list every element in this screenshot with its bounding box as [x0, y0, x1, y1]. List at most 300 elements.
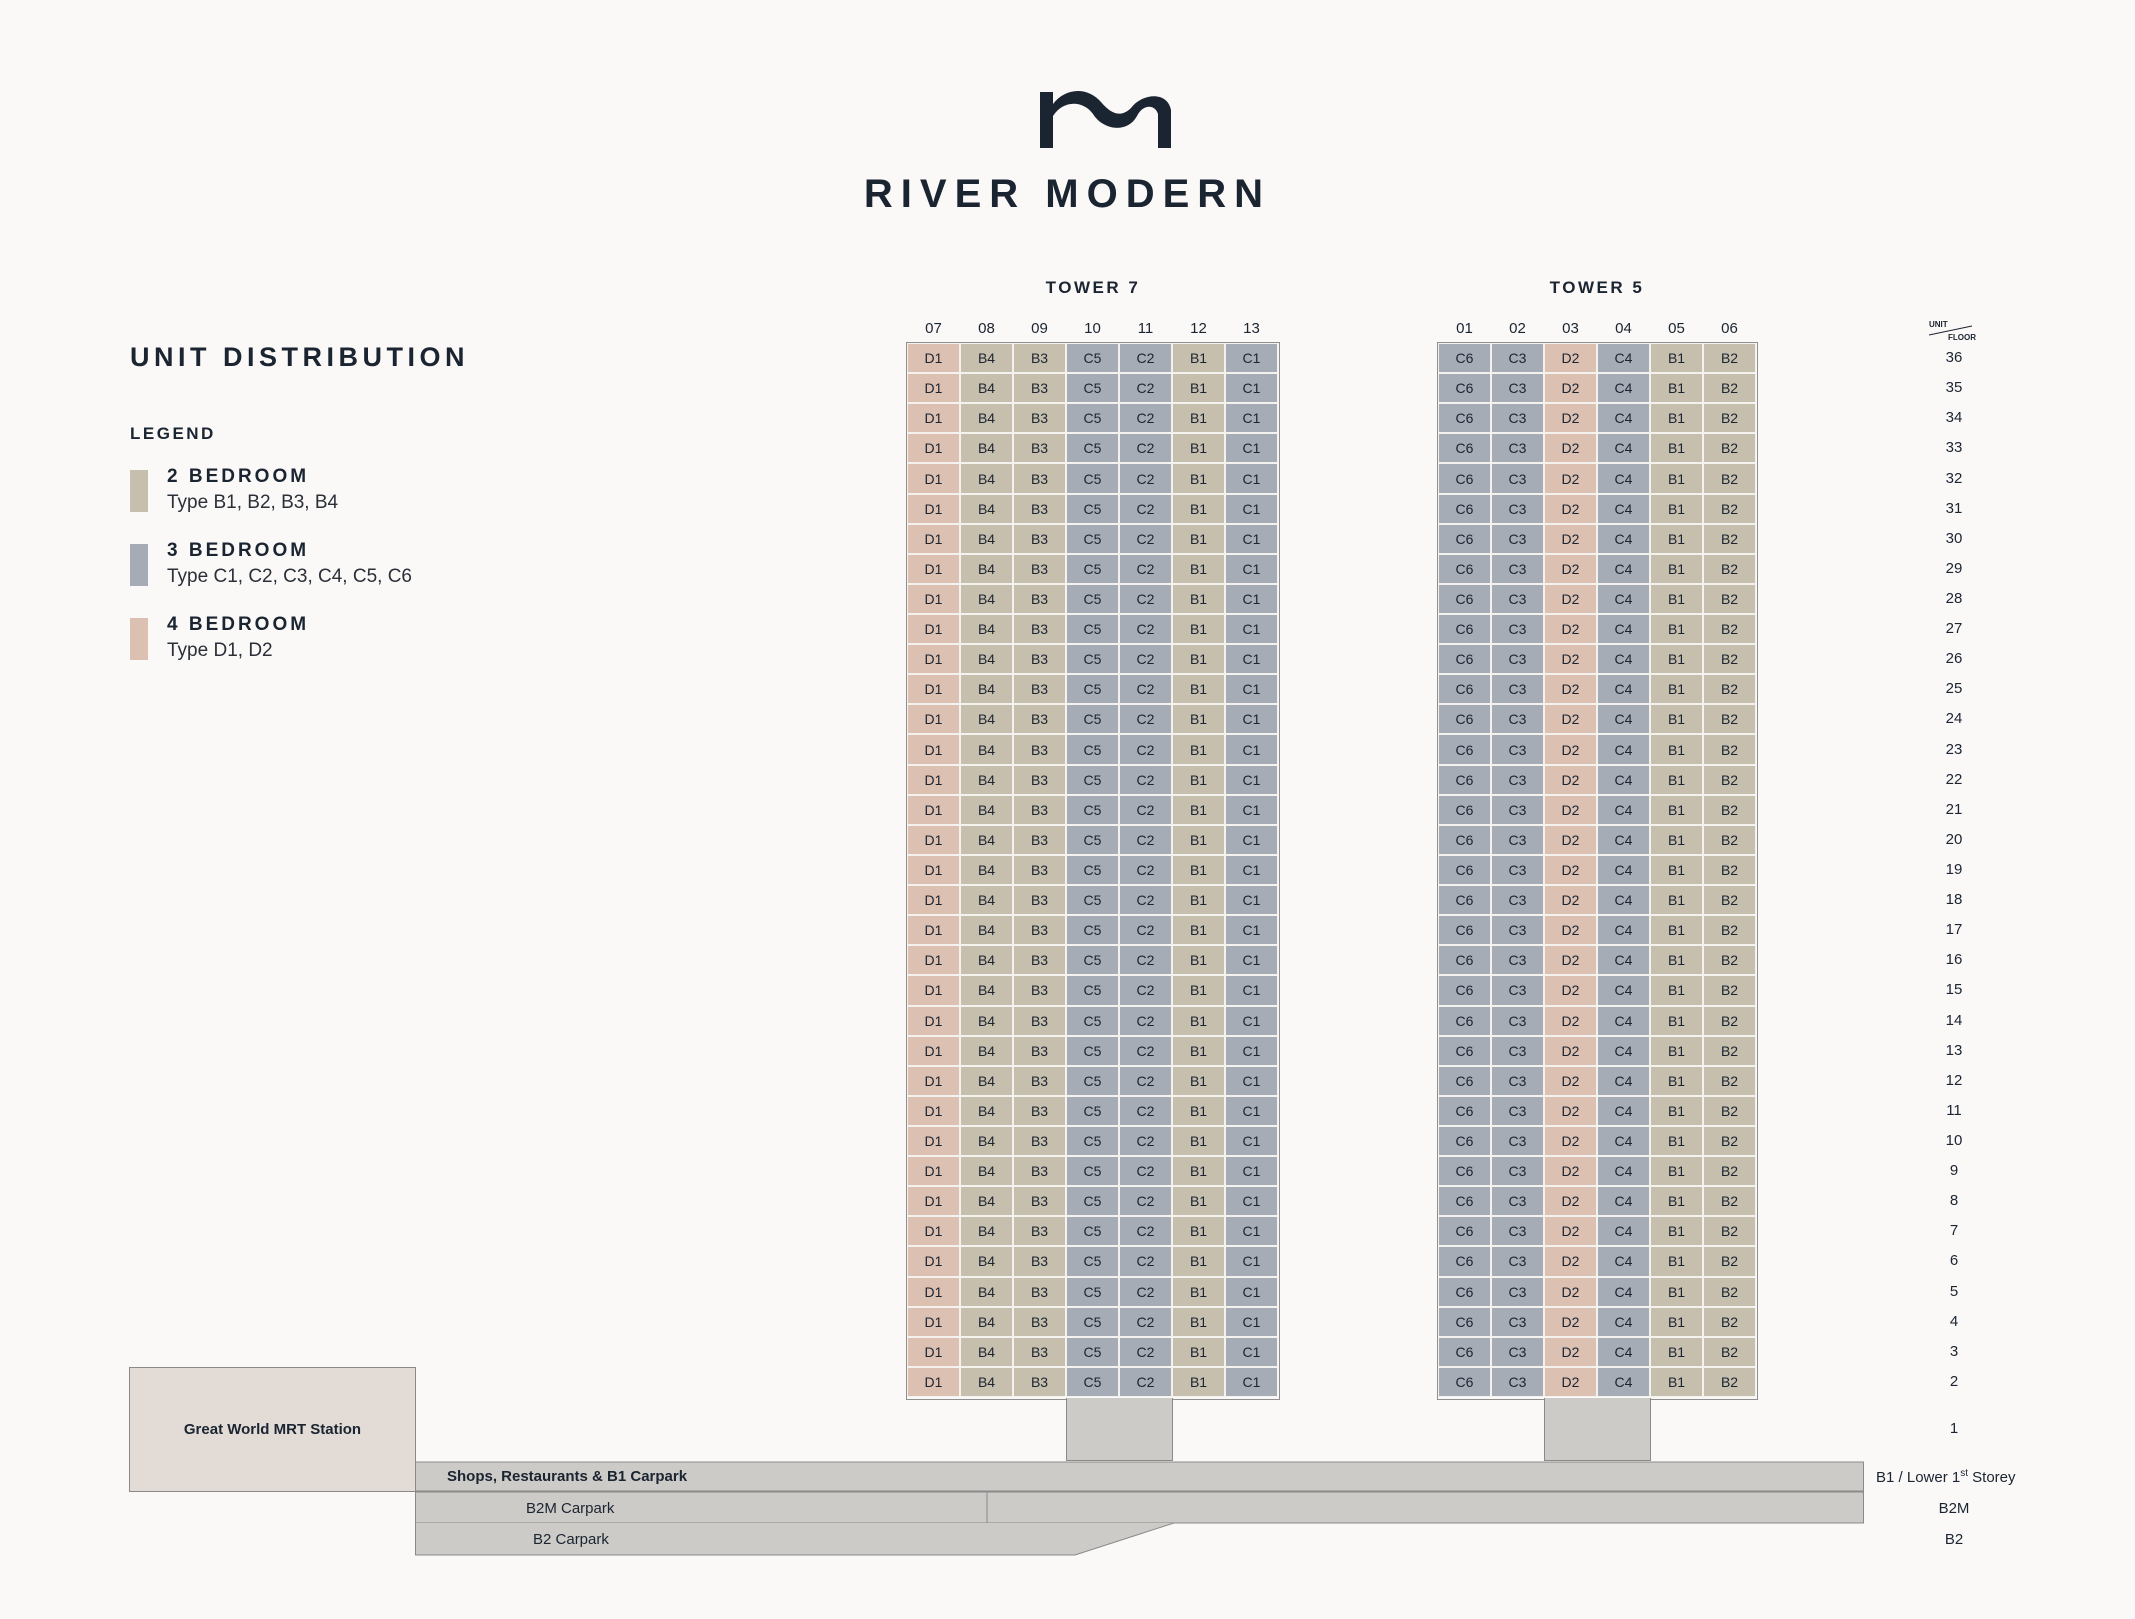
unit-cell: D2: [1544, 524, 1597, 554]
unit-cell: C3: [1491, 524, 1544, 554]
unit-cell: B2: [1703, 1066, 1756, 1096]
tower-5-core: [1544, 1398, 1651, 1461]
unit-cell: B2: [1703, 1367, 1756, 1397]
unit-cell: B1: [1650, 343, 1703, 373]
unit-cell: C1: [1225, 765, 1278, 795]
unit-cell: C3: [1491, 765, 1544, 795]
unit-cell: C5: [1066, 1307, 1119, 1337]
unit-cell: B2: [1703, 644, 1756, 674]
unit-cell: B4: [960, 524, 1013, 554]
unit-cell: C1: [1225, 1066, 1278, 1096]
unit-cell: C2: [1119, 1006, 1172, 1036]
unit-cell: B4: [960, 795, 1013, 825]
unit-cell: B1: [1650, 1036, 1703, 1066]
unit-cell: C4: [1597, 463, 1650, 493]
unit-cell: B1: [1650, 795, 1703, 825]
unit-cell: D1: [907, 494, 960, 524]
unit-cell: B2: [1703, 463, 1756, 493]
unit-cell: B3: [1013, 614, 1066, 644]
unit-cell: D2: [1544, 584, 1597, 614]
unit-cell: B1: [1172, 1307, 1225, 1337]
unit-cell: B2: [1703, 885, 1756, 915]
unit-cell: C2: [1119, 403, 1172, 433]
legend-swatch: [130, 470, 148, 512]
unit-cell: C2: [1119, 433, 1172, 463]
unit-cell: C2: [1119, 1277, 1172, 1307]
unit-number: 04: [1615, 320, 1632, 337]
floor-label: 21: [1945, 800, 1963, 818]
unit-cell: C1: [1225, 373, 1278, 403]
unit-cell: B4: [960, 975, 1013, 1005]
unit-cell: C4: [1597, 584, 1650, 614]
unit-cell: B1: [1172, 1096, 1225, 1126]
unit-cell: C4: [1597, 1277, 1650, 1307]
unit-cell: B2: [1703, 855, 1756, 885]
unit-cell: B1: [1650, 373, 1703, 403]
floor-label: 18: [1945, 891, 1963, 909]
unit-cell: C3: [1491, 644, 1544, 674]
b1-tail: Storey: [1968, 1469, 2016, 1486]
unit-cell: C1: [1225, 825, 1278, 855]
unit-cell: C4: [1597, 795, 1650, 825]
unit-cell: C2: [1119, 674, 1172, 704]
unit-cell: C6: [1438, 463, 1491, 493]
unit-cell: B1: [1172, 494, 1225, 524]
unit-cell: B2: [1703, 825, 1756, 855]
floor-label: 4: [1949, 1312, 1959, 1330]
unit-cell: C1: [1225, 1006, 1278, 1036]
unit-cell: B4: [960, 825, 1013, 855]
unit-cell: C6: [1438, 734, 1491, 764]
unit-cell: B1: [1172, 1277, 1225, 1307]
unit-cell: C4: [1597, 614, 1650, 644]
unit-cell: B2: [1703, 1186, 1756, 1216]
unit-cell: C4: [1597, 855, 1650, 885]
unit-cell: D2: [1544, 945, 1597, 975]
unit-cell: D2: [1544, 1277, 1597, 1307]
unit-cell: C4: [1597, 1367, 1650, 1397]
unit-cell: C4: [1597, 1186, 1650, 1216]
unit-cell: B1: [1650, 1066, 1703, 1096]
unit-cell: D1: [907, 1186, 960, 1216]
legend-item-title: 4 BEDROOM: [167, 614, 310, 635]
unit-cell: C4: [1597, 1096, 1650, 1126]
unit-cell: D2: [1544, 885, 1597, 915]
unit-cell: B1: [1650, 915, 1703, 945]
unit-cell: C1: [1225, 1156, 1278, 1186]
unit-number: 05: [1668, 320, 1685, 337]
unit-cell: C4: [1597, 1307, 1650, 1337]
unit-cell: C2: [1119, 1307, 1172, 1337]
unit-cell: C6: [1438, 524, 1491, 554]
unit-cell: C3: [1491, 1066, 1544, 1096]
unit-cell: C5: [1066, 885, 1119, 915]
unit-cell: C2: [1119, 704, 1172, 734]
unit-cell: C5: [1066, 1066, 1119, 1096]
unit-cell: B4: [960, 584, 1013, 614]
unit-cell: B1: [1650, 885, 1703, 915]
unit-cell: C5: [1066, 1036, 1119, 1066]
unit-cell: C3: [1491, 1156, 1544, 1186]
unit-cell: B4: [960, 1216, 1013, 1246]
unit-cell: C2: [1119, 885, 1172, 915]
unit-cell: B3: [1013, 644, 1066, 674]
unit-cell: C2: [1119, 945, 1172, 975]
unit-cell: C5: [1066, 1156, 1119, 1186]
unit-cell: B1: [1650, 1096, 1703, 1126]
unit-cell: B1: [1172, 825, 1225, 855]
unit-cell: C2: [1119, 494, 1172, 524]
unit-cell: C2: [1119, 1186, 1172, 1216]
b1-text: B1 / Lower 1: [1876, 1469, 1961, 1486]
unit-cell: B3: [1013, 945, 1066, 975]
unit-cell: C5: [1066, 463, 1119, 493]
unit-cell: C1: [1225, 343, 1278, 373]
b1-level-label: Shops, Restaurants & B1 Carpark: [447, 1468, 688, 1485]
unit-number: 12: [1190, 320, 1207, 337]
floor-label: 7: [1949, 1222, 1959, 1240]
unit-cell: B3: [1013, 674, 1066, 704]
unit-cell: C5: [1066, 1096, 1119, 1126]
unit-cell: D1: [907, 704, 960, 734]
unit-cell: D2: [1544, 433, 1597, 463]
unit-cell: C1: [1225, 1337, 1278, 1367]
unit-cell: C4: [1597, 1216, 1650, 1246]
unit-cell: C4: [1597, 765, 1650, 795]
unit-cell: C5: [1066, 734, 1119, 764]
floor-label: 19: [1945, 861, 1963, 878]
unit-cell: C1: [1225, 915, 1278, 945]
unit-cell: B1: [1172, 734, 1225, 764]
unit-cell: B1: [1650, 494, 1703, 524]
unit-cell: B1: [1650, 554, 1703, 584]
floor-label: 22: [1945, 770, 1963, 788]
unit-cell: B3: [1013, 403, 1066, 433]
unit-cell: B2: [1703, 704, 1756, 734]
unit-cell: B1: [1650, 765, 1703, 795]
floor-label: 29: [1945, 559, 1963, 577]
unit-cell: C1: [1225, 855, 1278, 885]
unit-cell: C2: [1119, 1096, 1172, 1126]
unit-cell: C4: [1597, 1337, 1650, 1367]
floor-label: 26: [1945, 650, 1963, 668]
unit-cell: C1: [1225, 1096, 1278, 1126]
legend-item-title: 2 BEDROOM: [167, 466, 310, 487]
unit-cell: B2: [1703, 1036, 1756, 1066]
unit-cell: C5: [1066, 373, 1119, 403]
unit-cell: C6: [1438, 674, 1491, 704]
unit-number: 07: [925, 320, 942, 337]
unit-cell: C4: [1597, 1066, 1650, 1096]
unit-cell: D2: [1544, 975, 1597, 1005]
unit-cell: B1: [1172, 795, 1225, 825]
unit-cell: C5: [1066, 494, 1119, 524]
unit-cell: D2: [1544, 343, 1597, 373]
unit-cell: B3: [1013, 1277, 1066, 1307]
unit-cell: C4: [1597, 554, 1650, 584]
unit-cell: D2: [1544, 1096, 1597, 1126]
unit-cell: B4: [960, 1006, 1013, 1036]
unit-cell: C3: [1491, 825, 1544, 855]
unit-cell: B1: [1172, 373, 1225, 403]
unit-cell: D1: [907, 614, 960, 644]
unit-cell: C5: [1066, 524, 1119, 554]
unit-cell: B1: [1172, 433, 1225, 463]
unit-cell: B3: [1013, 524, 1066, 554]
unit-cell: B2: [1703, 915, 1756, 945]
unit-cell: B3: [1013, 373, 1066, 403]
unit-cell: B2: [1703, 765, 1756, 795]
unit-cell: C3: [1491, 885, 1544, 915]
unit-cell: B1: [1172, 463, 1225, 493]
floor-label: 30: [1945, 529, 1963, 547]
unit-cell: C6: [1438, 403, 1491, 433]
unit-cell: B2: [1703, 1277, 1756, 1307]
unit-cell: D2: [1544, 1036, 1597, 1066]
unit-cell: C6: [1438, 584, 1491, 614]
unit-cell: D1: [907, 855, 960, 885]
unit-cell: B4: [960, 494, 1013, 524]
unit-cell: C3: [1491, 433, 1544, 463]
unit-cell: C2: [1119, 343, 1172, 373]
unit-cell: D1: [907, 403, 960, 433]
unit-cell: B1: [1172, 644, 1225, 674]
unit-cell: C1: [1225, 1277, 1278, 1307]
unit-cell: B3: [1013, 885, 1066, 915]
unit-cell: C2: [1119, 765, 1172, 795]
unit-cell: C2: [1119, 855, 1172, 885]
floor-label: 6: [1949, 1252, 1959, 1270]
unit-cell: B3: [1013, 795, 1066, 825]
corner-floor-text: FLOOR: [1948, 333, 1976, 342]
unit-cell: B1: [1172, 765, 1225, 795]
unit-cell: C5: [1066, 1246, 1119, 1276]
unit-cell: B3: [1013, 494, 1066, 524]
unit-cell: C3: [1491, 1277, 1544, 1307]
unit-cell: B3: [1013, 554, 1066, 584]
unit-cell: C3: [1491, 1186, 1544, 1216]
unit-cell: C2: [1119, 825, 1172, 855]
unit-cell: C5: [1066, 1006, 1119, 1036]
unit-cell: B4: [960, 644, 1013, 674]
floor-label: 2: [1949, 1372, 1959, 1390]
unit-cell: B4: [960, 1066, 1013, 1096]
unit-cell: B4: [960, 343, 1013, 373]
unit-cell: C6: [1438, 945, 1491, 975]
tower-7-title: TOWER 7: [1045, 278, 1141, 297]
unit-cell: C5: [1066, 825, 1119, 855]
unit-cell: C6: [1438, 885, 1491, 915]
unit-cell: B1: [1172, 945, 1225, 975]
unit-cell: C1: [1225, 554, 1278, 584]
unit-cell: B2: [1703, 1337, 1756, 1367]
unit-cell: D1: [907, 734, 960, 764]
legend-item-subtitle: Type B1, B2, B3, B4: [167, 492, 339, 513]
unit-cell: C5: [1066, 1186, 1119, 1216]
unit-cell: C5: [1066, 975, 1119, 1005]
unit-cell: C6: [1438, 975, 1491, 1005]
unit-cell: B1: [1172, 584, 1225, 614]
unit-cell: B2: [1703, 1126, 1756, 1156]
unit-cell: C1: [1225, 1186, 1278, 1216]
unit-cell: D1: [907, 463, 960, 493]
unit-cell: B2: [1703, 403, 1756, 433]
floor-label-1: 1: [1949, 1420, 1959, 1437]
unit-cell: B4: [960, 1156, 1013, 1186]
unit-cell: B4: [960, 855, 1013, 885]
unit-cell: D1: [907, 915, 960, 945]
unit-cell: B3: [1013, 915, 1066, 945]
unit-cell: B3: [1013, 1006, 1066, 1036]
unit-cell: B2: [1703, 1246, 1756, 1276]
floor-label: 10: [1945, 1132, 1963, 1150]
unit-cell: B1: [1172, 1156, 1225, 1186]
unit-cell: C2: [1119, 1246, 1172, 1276]
unit-cell: C1: [1225, 614, 1278, 644]
unit-cell: C6: [1438, 855, 1491, 885]
unit-cell: C6: [1438, 795, 1491, 825]
unit-cell: C4: [1597, 433, 1650, 463]
floor-label: 27: [1945, 620, 1963, 638]
unit-cell: D1: [907, 1337, 960, 1367]
unit-cell: C4: [1597, 1126, 1650, 1156]
unit-cell: D1: [907, 524, 960, 554]
unit-cell: B4: [960, 403, 1013, 433]
unit-number: 09: [1031, 320, 1048, 337]
unit-cell: B2: [1703, 975, 1756, 1005]
unit-cell: C3: [1491, 1337, 1544, 1367]
unit-cell: B2: [1703, 614, 1756, 644]
unit-cell: C6: [1438, 1006, 1491, 1036]
unit-cell: C1: [1225, 1307, 1278, 1337]
unit-cell: D2: [1544, 674, 1597, 704]
unit-cell: C2: [1119, 373, 1172, 403]
unit-cell: C6: [1438, 825, 1491, 855]
unit-cell: C6: [1438, 614, 1491, 644]
unit-cell: C2: [1119, 1216, 1172, 1246]
unit-cell: B1: [1172, 674, 1225, 704]
unit-cell: C6: [1438, 1307, 1491, 1337]
unit-cell: B1: [1172, 855, 1225, 885]
unit-cell: C6: [1438, 644, 1491, 674]
floor-label: 15: [1945, 981, 1963, 999]
unit-cell: B1: [1650, 1126, 1703, 1156]
unit-cell: B3: [1013, 1036, 1066, 1066]
unit-number: 11: [1137, 320, 1154, 337]
unit-cell: C3: [1491, 945, 1544, 975]
mrt-station-label: Great World MRT Station: [183, 1421, 362, 1438]
unit-cell: C2: [1119, 644, 1172, 674]
unit-cell: D1: [907, 584, 960, 614]
unit-cell: D2: [1544, 825, 1597, 855]
unit-cell: B4: [960, 945, 1013, 975]
floor-label-b2m: B2M: [1938, 1500, 1970, 1517]
unit-cell: C4: [1597, 1156, 1650, 1186]
unit-cell: C3: [1491, 403, 1544, 433]
unit-cell: D1: [907, 765, 960, 795]
unit-cell: C6: [1438, 1156, 1491, 1186]
unit-cell: C2: [1119, 1036, 1172, 1066]
legend-swatch: [130, 544, 148, 586]
legend-swatch: [130, 618, 148, 660]
unit-cell: C2: [1119, 1066, 1172, 1096]
floor-label: 12: [1945, 1071, 1963, 1089]
unit-cell: C4: [1597, 373, 1650, 403]
unit-cell: C1: [1225, 795, 1278, 825]
unit-cell: B1: [1650, 704, 1703, 734]
unit-cell: C5: [1066, 765, 1119, 795]
unit-cell: B3: [1013, 433, 1066, 463]
unit-cell: C5: [1066, 915, 1119, 945]
unit-number: 08: [978, 320, 995, 337]
unit-cell: C1: [1225, 584, 1278, 614]
b1-sup: st: [1960, 1468, 1968, 1479]
unit-cell: B1: [1172, 1337, 1225, 1367]
unit-cell: C4: [1597, 734, 1650, 764]
unit-cell: C3: [1491, 855, 1544, 885]
unit-cell: B4: [960, 915, 1013, 945]
unit-cell: C1: [1225, 1036, 1278, 1066]
unit-cell: C6: [1438, 704, 1491, 734]
unit-cell: B3: [1013, 734, 1066, 764]
unit-cell: C1: [1225, 644, 1278, 674]
unit-cell: D1: [907, 825, 960, 855]
unit-cell: B3: [1013, 704, 1066, 734]
unit-cell: B2: [1703, 494, 1756, 524]
unit-cell: C5: [1066, 644, 1119, 674]
unit-cell: B4: [960, 1246, 1013, 1276]
corner-unit-text: UNIT: [1929, 320, 1948, 329]
unit-cell: B4: [960, 1277, 1013, 1307]
unit-cell: B1: [1650, 433, 1703, 463]
unit-cell: D1: [907, 343, 960, 373]
unit-cell: C6: [1438, 343, 1491, 373]
unit-cell: C2: [1119, 1156, 1172, 1186]
unit-number: 13: [1243, 320, 1260, 337]
unit-cell: B3: [1013, 584, 1066, 614]
unit-cell: C6: [1438, 915, 1491, 945]
unit-cell: B3: [1013, 765, 1066, 795]
unit-cell: C1: [1225, 1216, 1278, 1246]
unit-cell: B2: [1703, 524, 1756, 554]
unit-cell: B1: [1650, 1337, 1703, 1367]
unit-cell: D1: [907, 1096, 960, 1126]
unit-cell: B1: [1650, 734, 1703, 764]
unit-cell: B4: [960, 885, 1013, 915]
unit-cell: C6: [1438, 494, 1491, 524]
unit-cell: C5: [1066, 795, 1119, 825]
unit-cell: D2: [1544, 1337, 1597, 1367]
unit-cell: B2: [1703, 1156, 1756, 1186]
unit-number: 03: [1562, 320, 1579, 337]
unit-cell: B3: [1013, 1186, 1066, 1216]
unit-cell: C1: [1225, 704, 1278, 734]
unit-cell: C1: [1225, 885, 1278, 915]
unit-cell: D1: [907, 674, 960, 704]
floor-label: 23: [1945, 740, 1963, 758]
unit-cell: B1: [1172, 403, 1225, 433]
unit-cell: D1: [907, 975, 960, 1005]
unit-cell: B1: [1650, 644, 1703, 674]
mrt-station-box: [129, 1367, 416, 1492]
unit-cell: B4: [960, 1186, 1013, 1216]
unit-cell: B1: [1650, 1186, 1703, 1216]
unit-cell: C2: [1119, 1367, 1172, 1397]
unit-cell: B1: [1172, 1036, 1225, 1066]
unit-cell: C6: [1438, 1277, 1491, 1307]
unit-cell: B3: [1013, 1337, 1066, 1367]
unit-cell: B3: [1013, 1216, 1066, 1246]
